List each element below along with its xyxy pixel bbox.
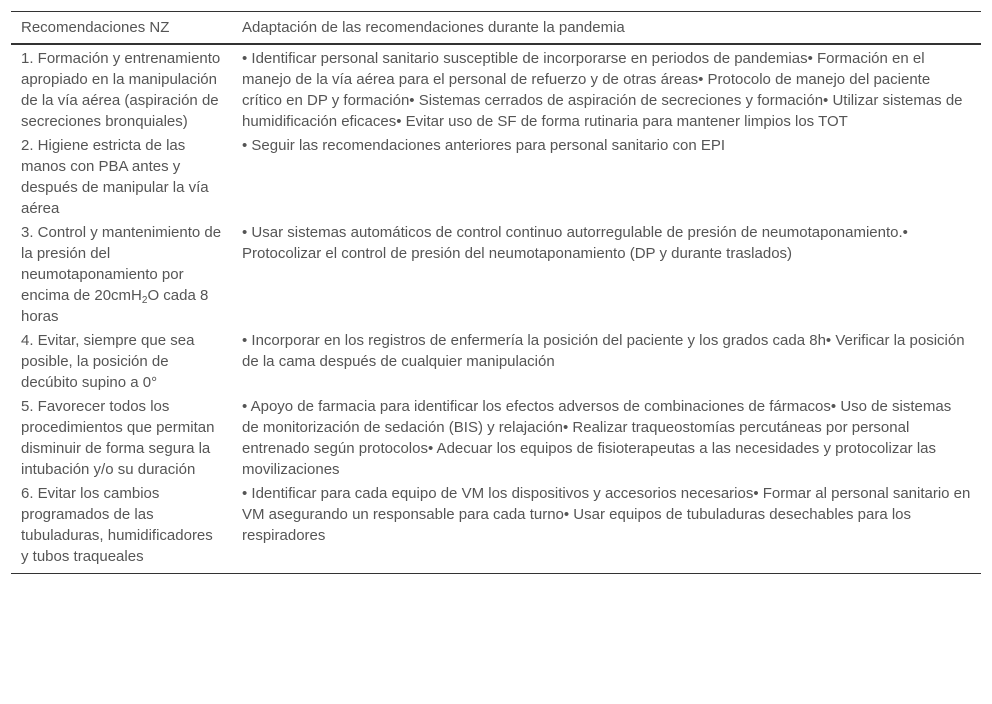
recommendation-cell: 1. Formación y entrenamiento apropiado en la manipulación de la vía aérea (aspiración de secreciones bronquiales) bbox=[21, 50, 221, 130]
recommendation-cell: 6. Evitar los cambios programados de las tubuladuras, humidificadores y tubos traqueales bbox=[21, 485, 213, 565]
adaptation-cell: • Identificar para cada equipo de VM los dispositivos y accesorios necesarios• Formar al personal sanitario en VM asegurando un responsable para cada turno• Usar equipos de tubuladuras desechables para los respiradores bbox=[242, 485, 971, 544]
adaptation-cell: • Usar sistemas automáticos de control continuo autorregulable de presión de neumotaponamiento.• Protocolizar el control de presión del neumotaponamiento (DP y durante traslados) bbox=[242, 224, 908, 262]
header-adaptacion: Adaptación de las recomendaciones durante la pandemia bbox=[242, 19, 625, 36]
adaptation-cell: • Seguir las recomendaciones anteriores para personal sanitario con EPI bbox=[242, 137, 726, 154]
table-row bbox=[11, 132, 981, 219]
recommendation-text-end: O cada 8 horas bbox=[21, 287, 209, 325]
recommendation-cell: 4. Evitar, siempre que sea posible, la posición de decúbito supino a 0° bbox=[21, 332, 195, 391]
table-row bbox=[11, 219, 981, 327]
recommendations-table bbox=[11, 11, 981, 574]
table-row bbox=[11, 44, 981, 132]
table-header bbox=[11, 12, 981, 45]
recommendation-text: 3. Control y mantenimiento de la presión del neumotaponamiento por encima de 20cmH bbox=[21, 224, 222, 304]
header-recomendaciones: Recomendaciones NZ bbox=[21, 19, 170, 36]
table-row bbox=[11, 327, 981, 393]
table-body bbox=[11, 44, 981, 574]
adaptation-cell: • Identificar personal sanitario susceptible de incorporarse en periodos de pandemias• Formación en el manejo de la vía aérea para el personal de refuerzo y de otras áreas• Protocolo de manejo del paciente crítico en DP y formación• Sistemas cerrados de aspiración de secreciones y formación• Utilizar sistemas de humidificación eficaces• Evitar uso de SF de forma rutinaria para mantener limpios los TOT bbox=[242, 50, 963, 130]
table-row bbox=[11, 393, 981, 480]
recommendation-cell: 2. Higiene estricta de las manos con PBA antes y después de manipular la vía aérea bbox=[21, 137, 209, 217]
adaptation-cell: • Apoyo de farmacia para identificar los efectos adversos de combinaciones de fármacos• Uso de sistemas de monitorización de sedación (BIS) y relajación• Realizar traqueostomías percutáneas por personal entrenado según protocolos• Adecuar los equipos de fisioterapeutas a las necesidades y protocolizar las movilizaciones bbox=[242, 398, 952, 478]
recommendation-cell bbox=[11, 219, 232, 327]
recommendation-cell: 5. Favorecer todos los procedimientos que permitan disminuir de forma segura la intubación y/o su duración bbox=[21, 398, 215, 478]
adaptation-cell: • Incorporar en los registros de enfermería la posición del paciente y los grados cada 8h• Verificar la posición de la cama después de cualquier manipulación bbox=[242, 332, 965, 370]
recommendations-table-wrapper bbox=[11, 11, 981, 574]
subscript-two: 2 bbox=[141, 295, 148, 306]
table-row bbox=[11, 480, 981, 574]
header-row bbox=[11, 12, 981, 45]
